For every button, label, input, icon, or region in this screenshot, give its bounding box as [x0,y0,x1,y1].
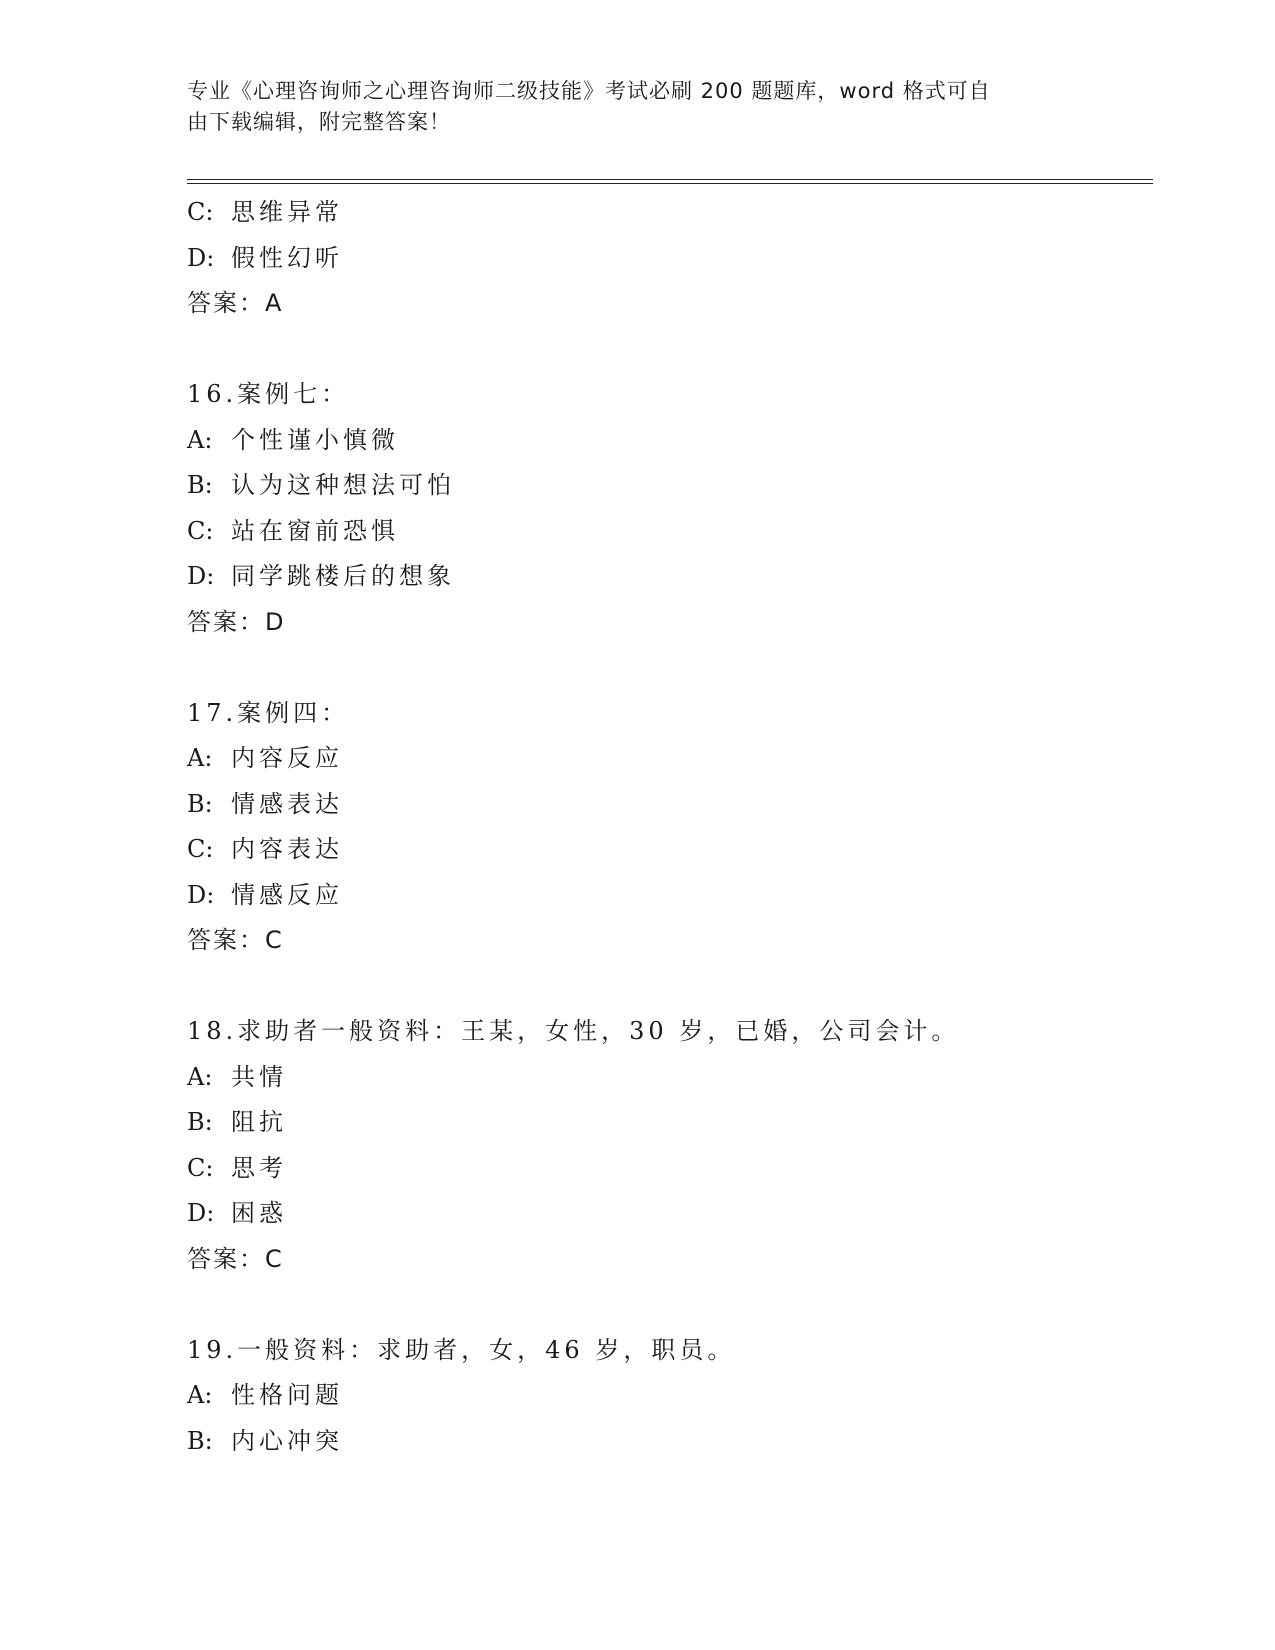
option-text: 情感表达 [231,789,343,818]
blank-line [187,1282,1147,1328]
option-d [187,1191,1147,1237]
option-letter: D: [187,562,215,590]
option-c [187,509,1147,555]
question-title: 19.一般资料：求助者，女，46 岁，职员。 [187,1335,736,1364]
option-letter: C: [187,835,214,863]
option-c [187,190,1147,236]
option-letter: D: [187,1199,215,1227]
option-letter: B: [187,1426,213,1455]
answer-line: 答案：D [187,607,286,636]
header-divider-bottom [187,183,1153,184]
option-text: 内心冲突 [231,1426,343,1455]
option-d [187,236,1147,282]
option-d [187,873,1147,919]
option-letter: C: [187,198,214,226]
option-b [187,463,1147,509]
option-text: 认为这种想法可怕 [231,471,455,499]
document-header [187,76,1067,138]
blank-line [187,327,1147,373]
option-b [187,1100,1147,1146]
option-text: 性格问题 [231,1381,343,1409]
option-b [187,1419,1147,1465]
option-letter: D: [187,880,215,909]
option-letter: B: [187,471,213,499]
option-text: 站在窗前恐惧 [231,516,399,545]
option-a [187,1055,1147,1101]
option-text: 内容表达 [231,835,343,863]
blank-line [187,964,1147,1010]
answer-line: 答案：C [187,1244,284,1273]
option-text: 共情 [231,1062,287,1091]
option-letter: B: [187,1108,213,1136]
question-title: 16.案例七： [187,380,350,408]
option-a [187,736,1147,782]
option-letter: A: [187,1062,213,1091]
option-letter: C: [187,516,214,545]
option-b [187,782,1147,828]
option-text: 困惑 [231,1199,287,1227]
header-line-1: 专业《心理咨询师之心理咨询师二级技能》考试必刷 200 题题库，word 格式可自 [187,79,991,103]
question-list [187,190,1147,1464]
header-divider-top [187,179,1153,180]
option-text: 假性幻听 [231,243,343,272]
option-letter: B: [187,789,213,818]
option-text: 情感反应 [231,880,343,909]
option-text: 同学跳楼后的想象 [231,562,455,590]
blank-line [187,645,1147,691]
option-d [187,554,1147,600]
option-letter: C: [187,1153,214,1182]
question-title: 18.求助者一般资料：王某，女性，30 岁，已婚，公司会计。 [187,1017,960,1045]
option-letter: A: [187,425,213,454]
answer-line: 答案：C [187,926,284,954]
header-line-2: 由下载编辑，附完整答案！ [187,110,451,134]
option-text: 个性谨小慎微 [231,425,399,454]
option-letter: D: [187,243,215,272]
option-a [187,418,1147,464]
answer-line: 答案：A [187,289,284,317]
option-c [187,1146,1147,1192]
option-c [187,827,1147,873]
option-a [187,1373,1147,1419]
option-text: 思考 [231,1153,287,1182]
question-title: 17.案例四： [187,698,350,727]
option-letter: A: [187,1381,213,1409]
option-text: 阻抗 [231,1108,287,1136]
option-text: 内容反应 [231,744,343,772]
option-text: 思维异常 [231,198,343,226]
option-letter: A: [187,744,213,772]
